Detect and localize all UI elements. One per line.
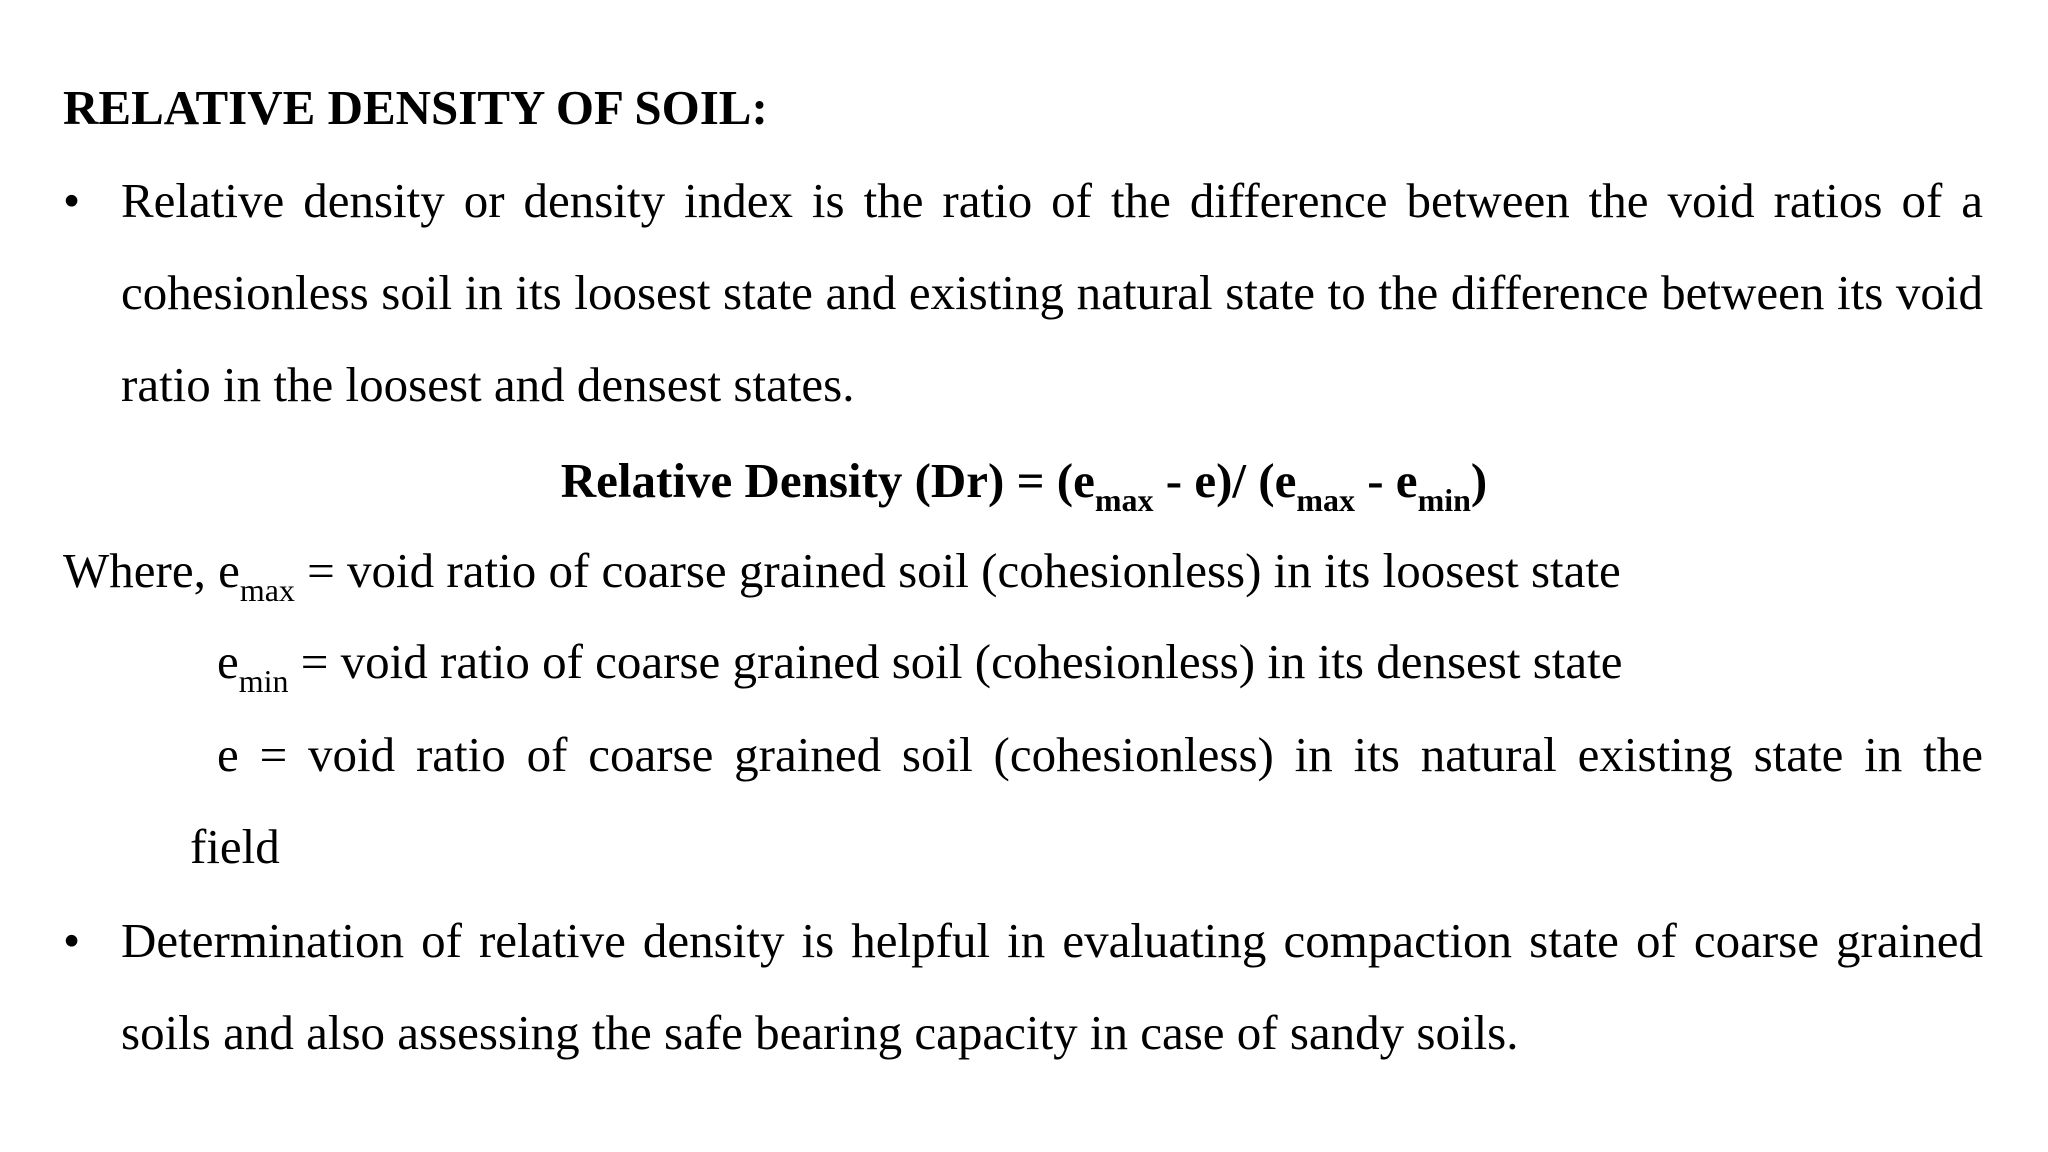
bullet-determination (63, 895, 1983, 1079)
where-emin-sub: min (238, 663, 289, 699)
where-emin-prefix: e (217, 634, 239, 689)
relative-density-formula (0, 446, 2048, 516)
where-emax-line (63, 536, 1621, 606)
where-e-line: e = void ratio of coarse grained soil (cohesionless) in its natural existing state in the (217, 727, 1983, 782)
where-emax-sub: max (239, 572, 295, 608)
formula-suffix: ) (1470, 453, 1488, 508)
where-emin-line (217, 627, 1623, 697)
formula-mid-1: - e)/ (e (1153, 453, 1297, 508)
formula-mid-2: - e (1354, 453, 1418, 508)
formula-sub-max-2: max (1296, 482, 1355, 518)
where-e-line-continued: field (190, 819, 280, 874)
where-emin-text: = void ratio of coarse grained soil (cohesionless) in its densest state (288, 634, 1623, 689)
bullet-definition-text: Relative density or density index is the ratio of the difference between the void ratios of a cohesionless soil in its loosest state and existing natural state to the difference between its void ratio in the loosest and densest states. (121, 173, 1983, 412)
bullet-icon: • (63, 173, 81, 228)
where-emax-text: = void ratio of coarse grained soil (cohesionless) in its loosest state (294, 543, 1621, 598)
formula-prefix: Relative Density (Dr) = (e (560, 453, 1095, 508)
formula-sub-max-1: max (1094, 482, 1154, 518)
bullet-definition (63, 155, 1983, 431)
bullet-determination-text: Determination of relative density is helpful in evaluating compaction state of coarse grained soils and also assessing the safe bearing capacity in case of sandy soils. (121, 913, 1983, 1060)
where-emax-prefix: Where, e (63, 543, 240, 598)
bullet-icon: • (63, 913, 81, 968)
slide-heading: RELATIVE DENSITY OF SOIL: (63, 80, 768, 135)
formula-sub-min: min (1417, 482, 1471, 518)
